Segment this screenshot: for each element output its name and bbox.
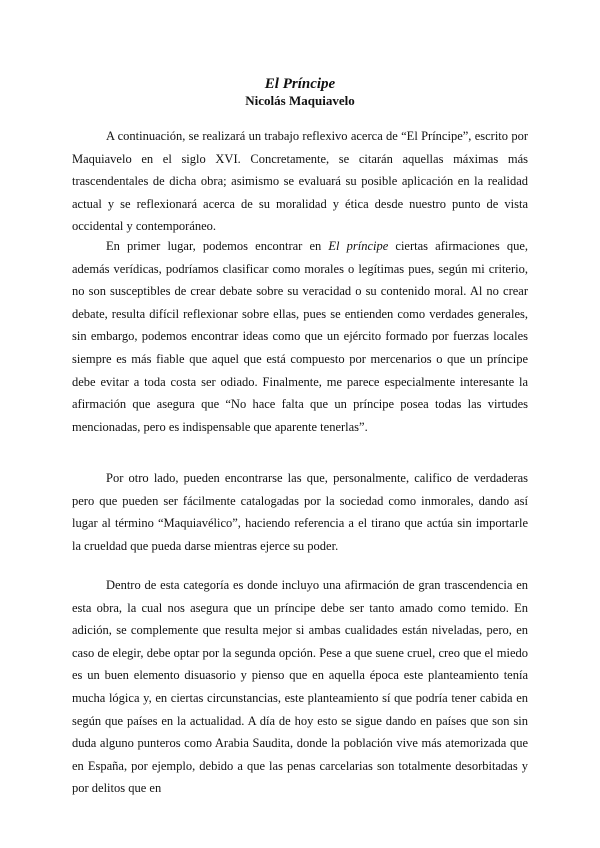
paragraph-first-place bbox=[72, 235, 528, 438]
document-title: El Príncipe bbox=[264, 76, 336, 92]
book-title-emphasis: El príncipe bbox=[328, 239, 389, 253]
paragraph-text-after: ciertas afirmaciones que, además verídicas, podríamos clasificar como morales o legítimas pues, según mi criterio, no son susceptibles de crear debate sobre su veracidad o su contenido moral. Al no crear debate, resulta difícil reflexionar sobre ellas, pues se entienden como verdades generales, sin embargo, podemos encontrar ideas como que un ejército formado por fuerzas locales siempre es más fiable que aquel que está compuesto por mercenarios o que un príncipe debe evitar a toda costa ser odiado. Finalmente, me parece especialmente interesante la afirmación que asegura que “No hace falta que un príncipe posea todas las virtudes mencionadas, pero es indispensable que aparente tenerlas”. bbox=[72, 239, 528, 434]
paragraph-text-before: En primer lugar, podemos encontrar en bbox=[106, 239, 329, 253]
paragraph-other-side: Por otro lado, pueden encontrarse las que, personalmente, califico de verdaderas pero que pueden ser fácilmente catalogadas por la sociedad como inmorales, dando así lugar al término “Maquiavélico”, haciendo referencia a el tirano que actúa sin importarle la crueldad que pueda darse mientras ejerce su poder. bbox=[72, 471, 528, 553]
paragraph-category: Dentro de esta categoría es donde incluyo una afirmación de gran trascendencia en esta obra, la cual nos asegura que un príncipe debe ser tanto amado como temido. En adición, se complemente que resulta mejor si ambas cualidades están niveladas, pero, en caso de elegir, debe optar por la segunda opción. Pese a que suene cruel, creo que el miedo es un buen elemento disuasorio y pienso que en aquella época este planteamiento tenía mucha lógica y, en ciertas circunstancias, este planteamiento sí que podría tener cabida en según que países en la actualidad. A día de hoy esto se sigue dando en países que son sin duda alguno punteros como Arabia Saudita, donde la población vive más atemorizada que en España, por ejemplo, debido a que las penas carcelarias son totalmente desorbitadas y por delitos que en bbox=[72, 578, 528, 796]
paragraph-introduction: A continuación, se realizará un trabajo reflexivo acerca de “El Príncipe”, escrito por Maquiavelo en el siglo XVI. Concretamente, se citarán aquellas máximas más trascendentales de dicha obra; asimismo se evaluará su posible aplicación en la realidad actual y se reflexionará acerca de su moralidad y ética desde nuestro punto de vista occidental y contemporáneo. bbox=[72, 129, 528, 234]
document-author: Nicolás Maquiavelo bbox=[245, 93, 355, 108]
